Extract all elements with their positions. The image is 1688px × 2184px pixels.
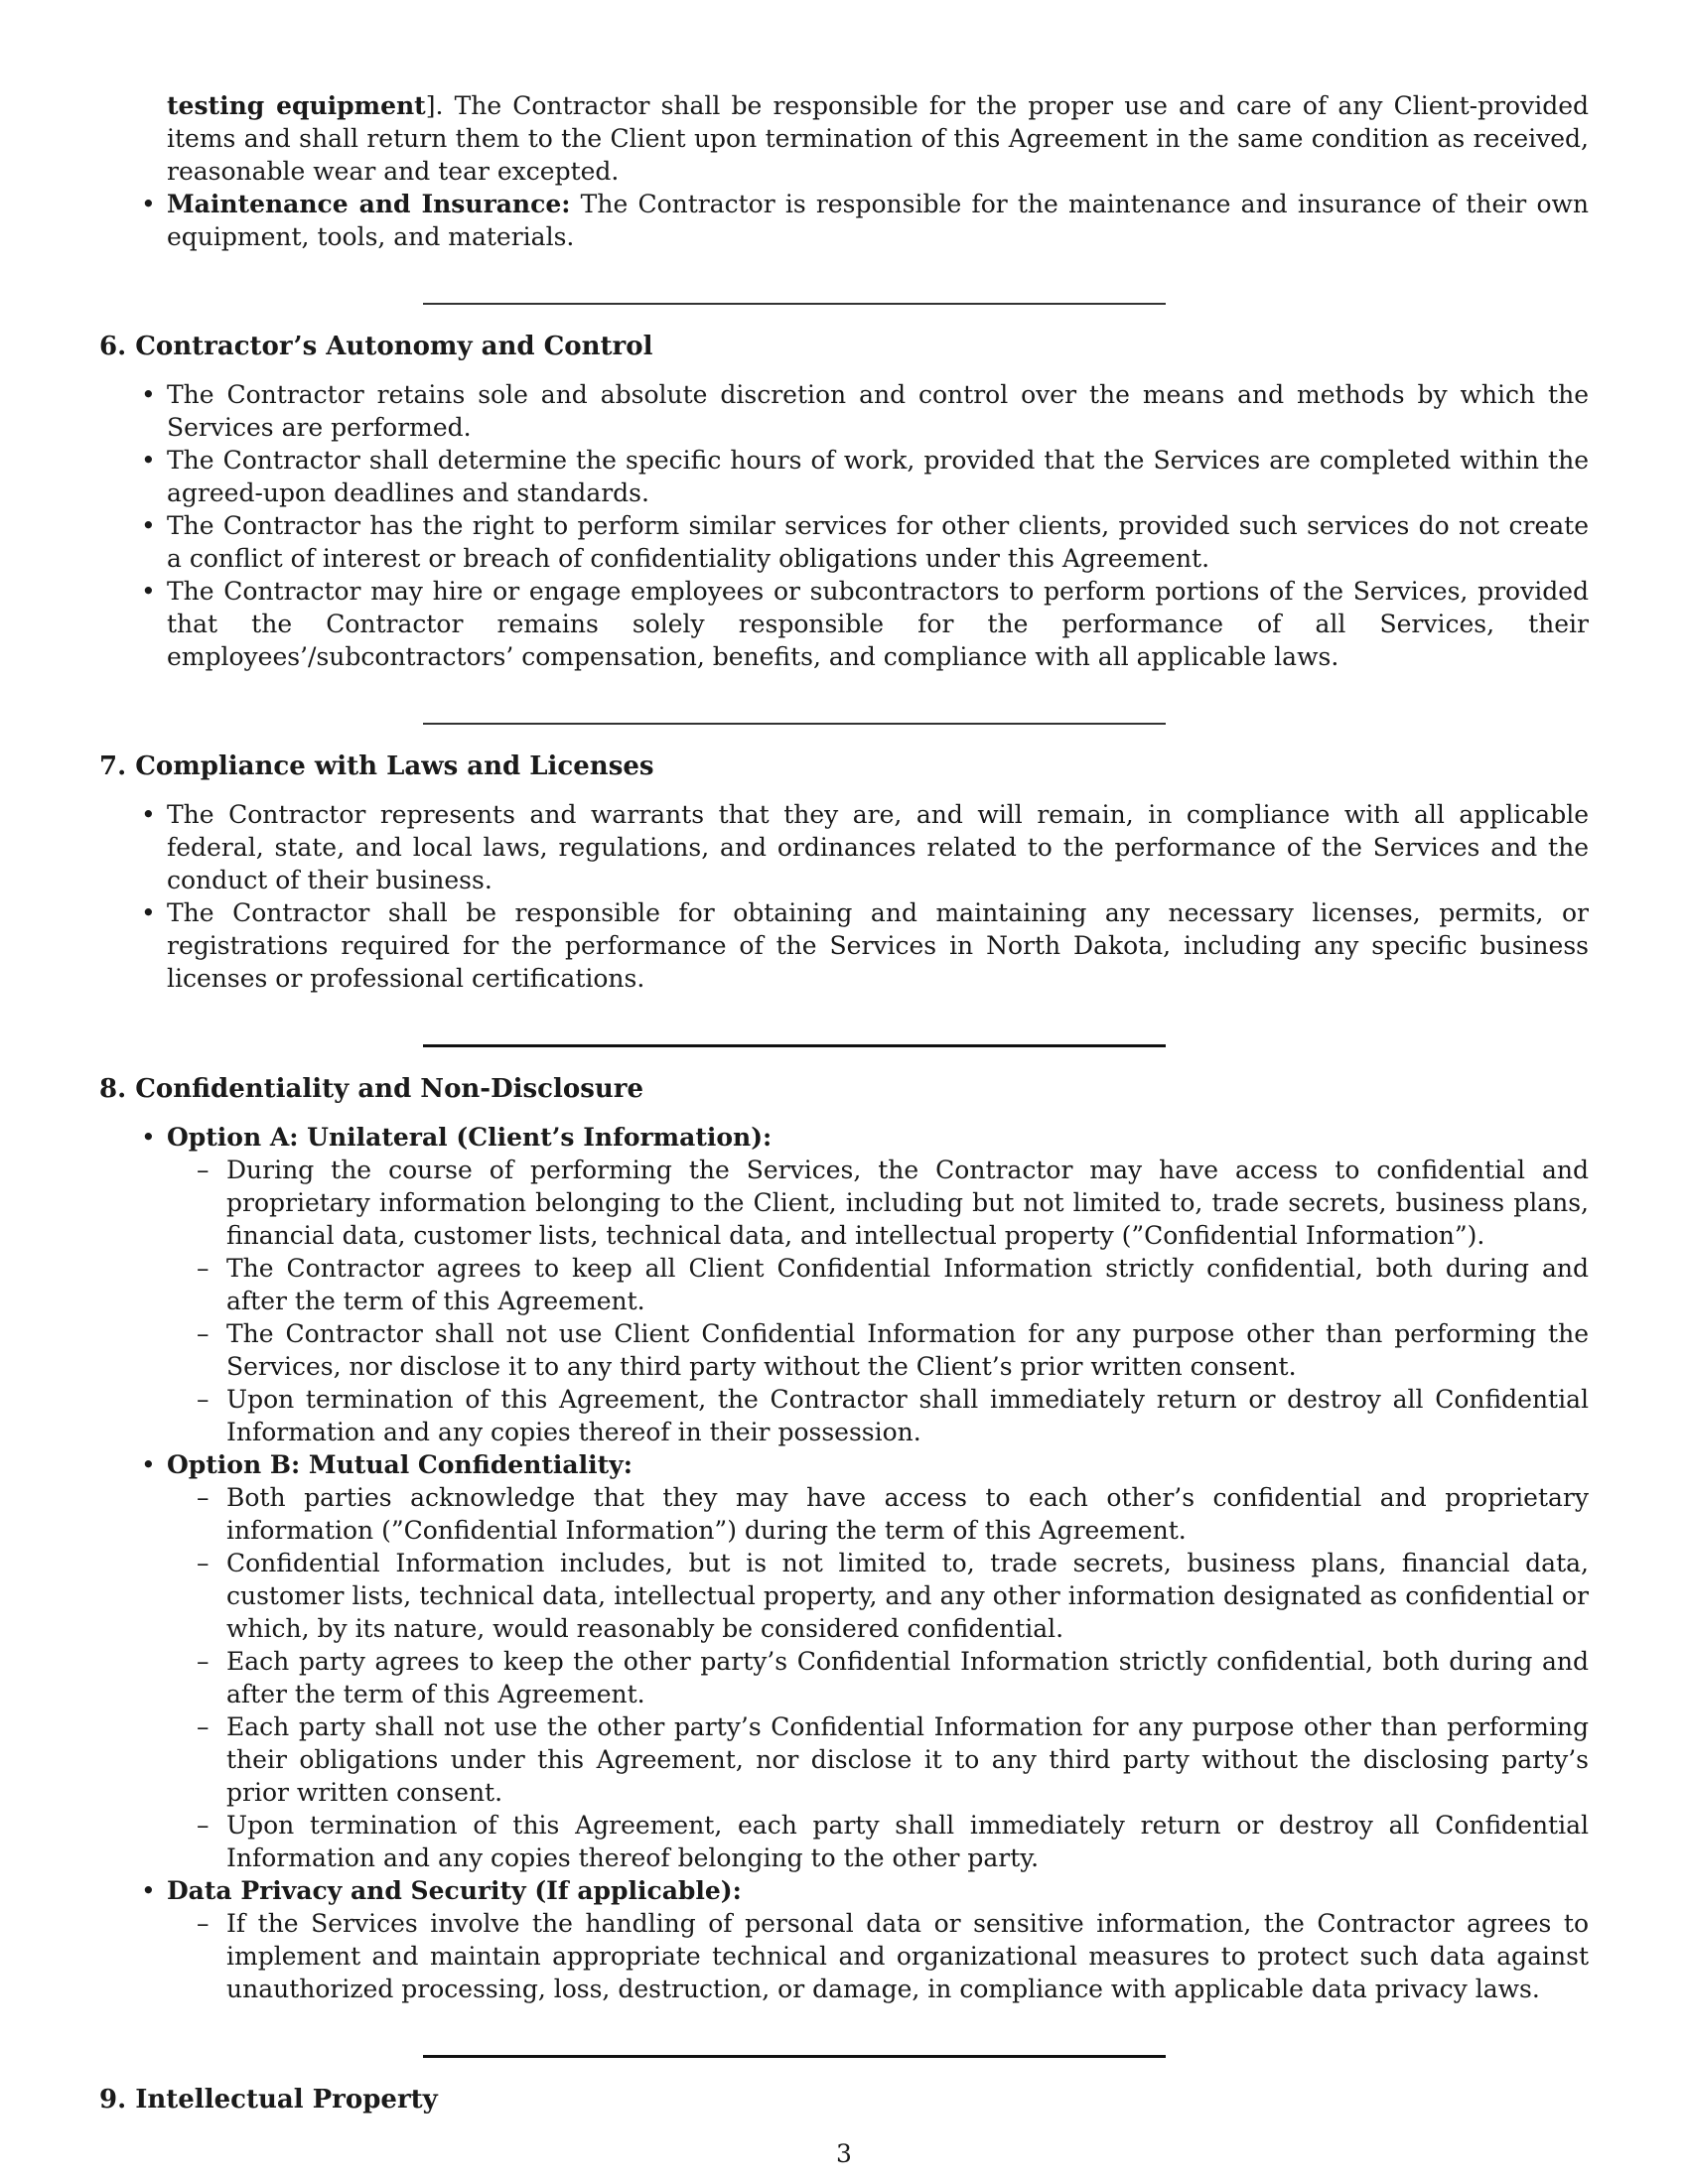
section-7-list <box>167 798 1589 995</box>
maintenance-label: Maintenance and Insurance: <box>167 190 571 218</box>
intro-bracket: ]. <box>425 91 444 120</box>
document-body <box>99 89 1589 2131</box>
list-item: – If the Services involve the handling of personal data or sensitive information, the Contractor agrees to implement and maintain appropriate technical and organizational measures to protect such data against unauthorized processing, loss, destruction, or damage, in compliance with applicable data privacy laws. <box>226 1907 1589 2005</box>
section-8-list <box>167 1121 1589 2005</box>
list-item: – Each party shall not use the other party’s Confidential Information for any purpose other than performing their obligations under this Agreement, nor disclose it to any third party without the disclosing party’s prior written consent. <box>226 1710 1589 1809</box>
option-b-label: Option B: Mutual Confidentiality: <box>167 1450 633 1479</box>
list-item <box>167 188 1589 253</box>
section-8-heading: 8. Confidentiality and Non-Disclosure <box>99 1074 643 1104</box>
privacy-label: Data Privacy and Security (If applicable): <box>167 1876 742 1905</box>
intro-text: The Contractor shall be responsible for the proper use and care of any Client-provided items and shall return them to the Client upon termination of this Agreement in the same condition as received, reasonable wear and tear excepted. <box>167 91 1590 186</box>
list-item: – The Contractor shall not use Client Confidential Information for any purpose other than performing the Services, nor disclose it to any third party without the Client’s prior written consent. <box>226 1317 1589 1383</box>
intro-bold-lead: testing equipment <box>167 91 426 120</box>
list-item: – Each party agrees to keep the other party’s Confidential Information strictly confidential, both during and after the term of this Agreement. <box>226 1645 1589 1710</box>
maintenance-text: The Contractor is responsible for the maintenance and insurance of their own equipment, tools, and materials. <box>167 190 1589 251</box>
option-a-sublist <box>226 1154 1589 1448</box>
option-a-item <box>167 1121 1589 1448</box>
option-a-label: Option A: Unilateral (Client’s Information): <box>167 1123 773 1152</box>
section-6-heading: 6. Contractor’s Autonomy and Control <box>99 332 653 361</box>
list-item: – Upon termination of this Agreement, each party shall immediately return or destroy all Confidential Information and any copies thereof belonging to the other party. <box>226 1809 1589 1874</box>
list-item: – Confidential Information includes, but is not limited to, trade secrets, business plans, financial data, customer lists, technical data, intellectual property, and any other information designated as confidential or which, by its nature, would reasonably be considered confidential. <box>226 1547 1589 1645</box>
intro-paragraph <box>167 89 1589 188</box>
section-6-list <box>167 378 1589 673</box>
privacy-sublist <box>226 1907 1589 2005</box>
list-item: – Upon termination of this Agreement, the Contractor shall immediately return or destroy all Confidential Information and any copies thereof in their possession. <box>226 1383 1589 1448</box>
list-item: – During the course of performing the Services, the Contractor may have access to confidential and proprietary information belonging to the Client, including but not limited to, trade secrets, business plans, financial data, customer lists, technical data, and intellectual property (”Confidential Information”). <box>226 1154 1589 1252</box>
section-9-heading: 9. Intellectual Property <box>99 2085 438 2115</box>
option-b-item <box>167 1448 1589 1874</box>
list-item: • The Contractor may hire or engage employees or subcontractors to perform portions of the Services, provided that the Contractor remains solely responsible for the performance of all Services, their employees’/subcontractors’ compensation, benefits, and compliance with all applicable laws. <box>167 575 1589 673</box>
list-item: • The Contractor represents and warrants that they are, and will remain, in compliance with all applicable federal, state, and local laws, regulations, and ordinances related to the performance of the Services and the conduct of their business. <box>167 798 1589 896</box>
maintenance-list <box>167 188 1589 253</box>
section-divider <box>423 2055 1166 2058</box>
list-item: • The Contractor retains sole and absolute discretion and control over the means and methods by which the Services are performed. <box>167 378 1589 444</box>
list-item: • The Contractor shall be responsible for obtaining and maintaining any necessary licenses, permits, or registrations required for the performance of the Services in North Dakota, including any specific business licenses or professional certifications. <box>167 896 1589 995</box>
privacy-item <box>167 1874 1589 2005</box>
page-number: 3 <box>836 2139 852 2168</box>
list-item: • The Contractor has the right to perform similar services for other clients, provided such services do not create a conflict of interest or breach of confidentiality obligations under this Agreement. <box>167 509 1589 575</box>
list-item: – The Contractor agrees to keep all Client Confidential Information strictly confidential, both during and after the term of this Agreement. <box>226 1252 1589 1317</box>
section-divider <box>423 723 1166 725</box>
section-divider <box>423 303 1166 305</box>
section-7-heading: 7. Compliance with Laws and Licenses <box>99 751 654 781</box>
section-divider <box>423 1044 1166 1047</box>
option-b-sublist <box>226 1481 1589 1874</box>
list-item: – Both parties acknowledge that they may have access to each other’s confidential and proprietary information (”Confidential Information”) during the term of this Agreement. <box>226 1481 1589 1547</box>
list-item: • The Contractor shall determine the specific hours of work, provided that the Services are completed within the agreed-upon deadlines and standards. <box>167 444 1589 509</box>
